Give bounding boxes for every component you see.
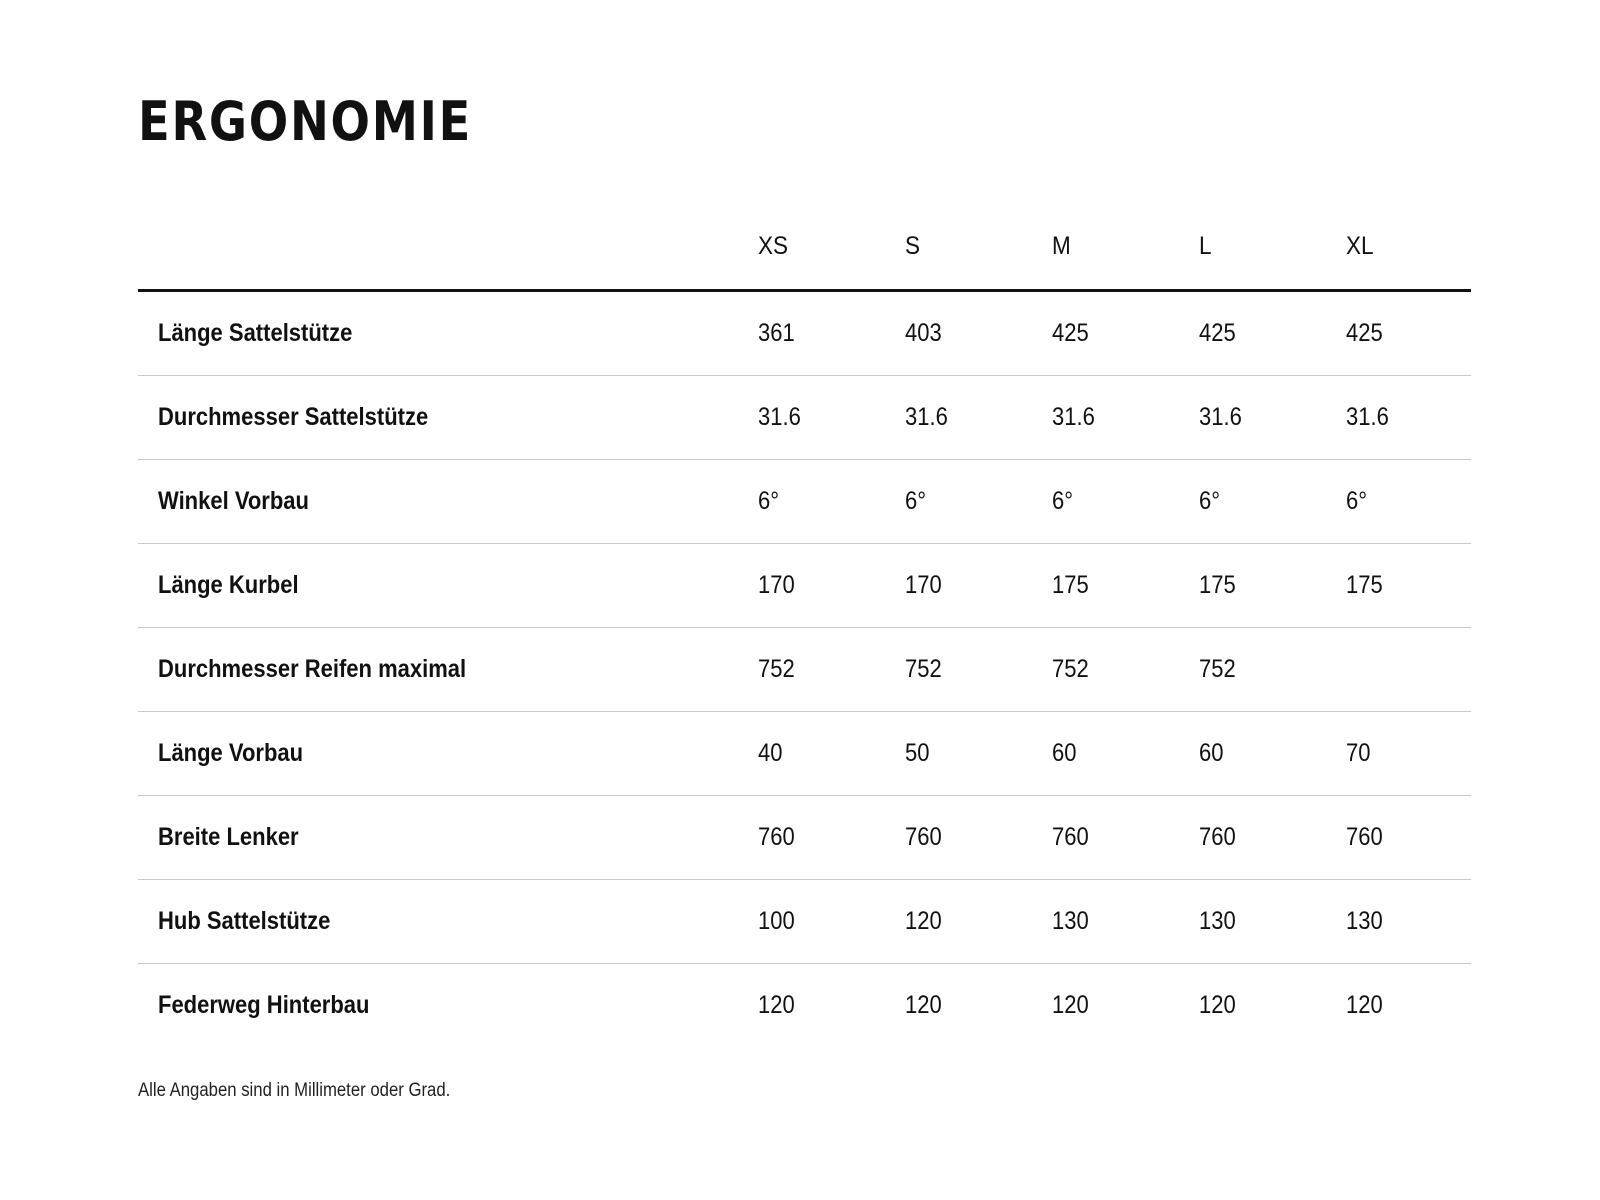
table-row — [138, 880, 1471, 964]
value-cell: 752 — [1052, 628, 1199, 712]
value-cell: 760 — [1346, 796, 1471, 880]
value-cell: 31.6 — [1346, 376, 1471, 460]
value-cell: 425 — [1199, 291, 1346, 376]
value-cell: 752 — [758, 628, 905, 712]
value-cell: 50 — [905, 712, 1052, 796]
value-cell: 70 — [1346, 712, 1471, 796]
table-row — [138, 544, 1471, 628]
value-cell: 6° — [758, 460, 905, 544]
table-row — [138, 712, 1471, 796]
page-title: ERGONOMIE — [138, 90, 473, 153]
value-cell: 31.6 — [1052, 376, 1199, 460]
value-cell: 130 — [1052, 880, 1199, 964]
value-cell — [1346, 628, 1471, 712]
value-cell: 40 — [758, 712, 905, 796]
footnote: Alle Angaben sind in Millimeter oder Grad. — [138, 1080, 451, 1101]
size-header-xl: XL — [1346, 204, 1471, 291]
value-cell: 6° — [1199, 460, 1346, 544]
table-row — [138, 628, 1471, 712]
size-header-l: L — [1199, 204, 1346, 291]
value-cell: 361 — [758, 291, 905, 376]
row-label: Breite Lenker — [138, 796, 758, 880]
value-cell: 170 — [905, 544, 1052, 628]
value-cell: 752 — [1199, 628, 1346, 712]
value-cell: 175 — [1052, 544, 1199, 628]
value-cell: 120 — [1346, 991, 1383, 1019]
value-cell: 760 — [905, 796, 1052, 880]
value-cell: 6° — [1052, 460, 1199, 544]
value-cell: 120 — [905, 880, 1052, 964]
table-row — [138, 376, 1471, 460]
row-label: Federweg Hinterbau — [158, 991, 370, 1019]
table-header-row — [138, 204, 1471, 291]
value-cell: 6° — [1346, 460, 1471, 544]
row-label: Durchmesser Reifen maximal — [138, 628, 758, 712]
size-header-m: M — [1052, 204, 1199, 291]
value-cell: 6° — [905, 460, 1052, 544]
value-cell: 120 — [1052, 991, 1089, 1019]
value-cell: 752 — [905, 628, 1052, 712]
value-cell: 31.6 — [758, 376, 905, 460]
value-cell: 175 — [1346, 544, 1471, 628]
value-cell: 31.6 — [1199, 376, 1346, 460]
value-cell: 31.6 — [905, 376, 1052, 460]
value-cell: 760 — [758, 796, 905, 880]
table-row — [138, 964, 1471, 1048]
value-cell: 60 — [1052, 712, 1199, 796]
value-cell: 403 — [905, 291, 1052, 376]
value-cell: 425 — [1052, 291, 1199, 376]
value-cell: 60 — [1199, 712, 1346, 796]
value-cell: 425 — [1346, 291, 1471, 376]
table-row — [138, 796, 1471, 880]
value-cell: 760 — [1052, 796, 1199, 880]
size-header-xs: XS — [758, 204, 905, 291]
value-cell: 130 — [1199, 880, 1346, 964]
header-label-cell — [138, 204, 758, 291]
row-label: Winkel Vorbau — [138, 460, 758, 544]
ergonomics-table — [138, 204, 1471, 1047]
table-row — [138, 460, 1471, 544]
row-label: Länge Kurbel — [138, 544, 758, 628]
row-label: Hub Sattelstütze — [138, 880, 758, 964]
size-header-s: S — [905, 204, 1052, 291]
value-cell: 760 — [1199, 796, 1346, 880]
value-cell: 120 — [1199, 991, 1236, 1019]
value-cell: 175 — [1199, 544, 1346, 628]
value-cell: 120 — [758, 991, 795, 1019]
row-label: Länge Sattelstütze — [138, 291, 758, 376]
table-row — [138, 291, 1471, 376]
value-cell: 130 — [1346, 880, 1471, 964]
value-cell: 100 — [758, 880, 905, 964]
row-label: Durchmesser Sattelstütze — [138, 376, 758, 460]
value-cell: 120 — [905, 991, 942, 1019]
value-cell: 170 — [758, 544, 905, 628]
row-label: Länge Vorbau — [138, 712, 758, 796]
